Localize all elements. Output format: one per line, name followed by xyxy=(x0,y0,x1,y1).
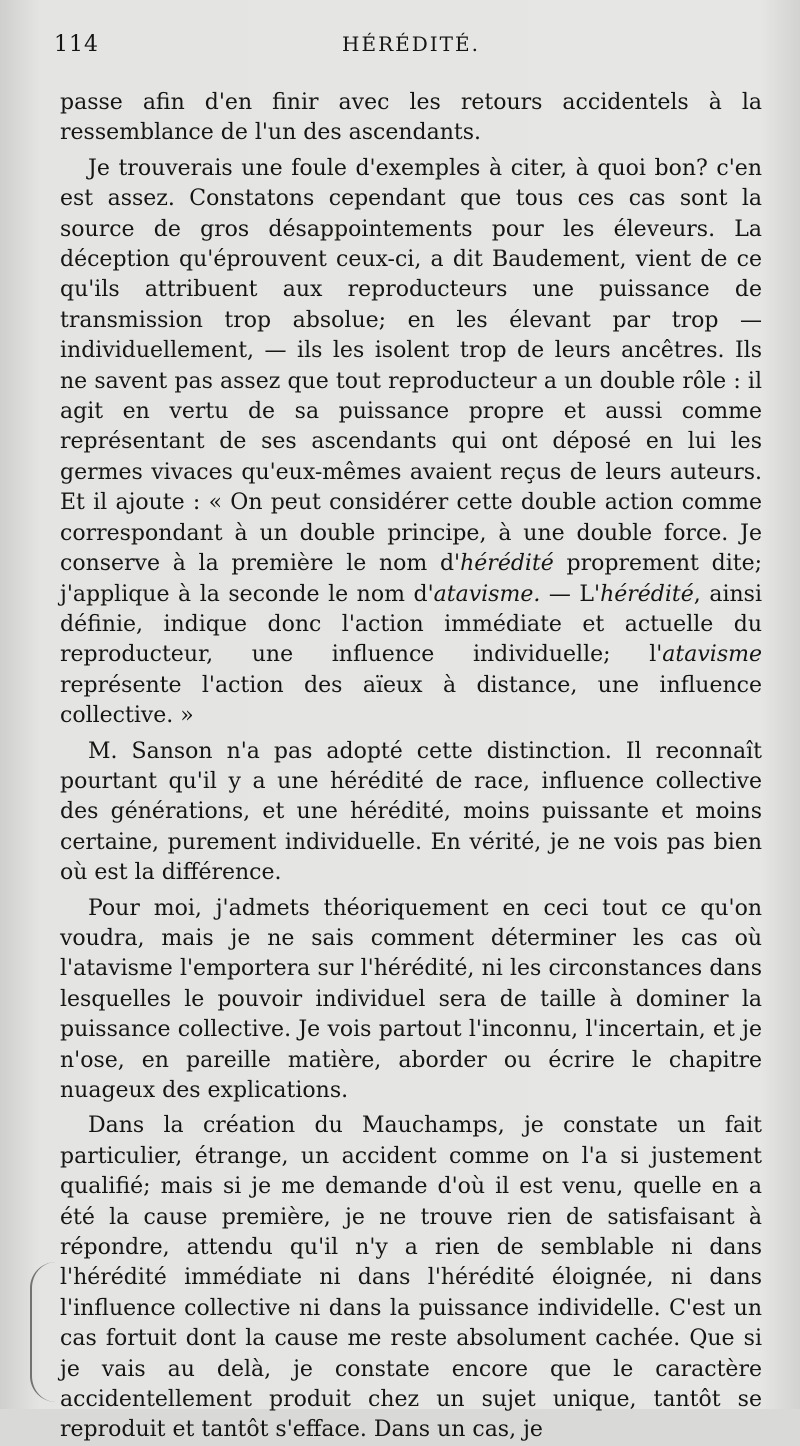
paragraph-5: Dans la création du Mauchamps, je constate un fait particulier, étrange, un accident comme on l'a si justement qualifié; mais si je me demande d'où il est venu, quelle en a été la cause première, je ne trouve rien de satisfaisant à répondre, attendu qu'il n'y a rien de semblable ni dans l'hérédité immédiate ni dans l'hérédité éloignée, ni dans l'influence collective ni dans la puissance individelle. C'est un cas fortuit dont la cause me reste absolument cachée. Que si je vais au delà, je constate encore que le caractère accidentellement produit chez un sujet unique, tantôt se reproduit et tantôt s'efface. Dans un cas, je xyxy=(60,1113,762,1443)
paragraph-1: passe afin d'en finir avec les retours accidentels à la ressemblance de l'un des ascendants. xyxy=(60,90,762,146)
body-text xyxy=(60,88,762,1446)
paragraph-4: Pour moi, j'admets théoriquement en ceci tout ce qu'on voudra, mais je ne sais comment déterminer les cas où l'atavisme l'emportera sur l'hérédité, ni les circonstances dans lesquelles le pouvoir individuel sera de taille à dominer la puissance collective. Je vois partout l'inconnu, l'incertain, et je n'ose, en pareille matière, aborder ou écrire le chapitre nuageux des explications. xyxy=(60,895,762,1103)
page-header xyxy=(54,28,762,68)
margin-bracket-mark xyxy=(30,1262,58,1402)
paragraph-3: M. Sanson n'a pas adopté cette distinction. Il reconnaît pourtant qu'il y a une hérédité de race, influence collective des générations, et une hérédité, moins puissante et moins certaine, purement individuelle. En vérité, je ne vois pas bien où est la différence. xyxy=(60,738,762,886)
page-number: 114 xyxy=(54,32,99,57)
italic-term-heredite: hérédité xyxy=(460,551,554,577)
italic-term-atavisme: atavisme. xyxy=(433,581,541,607)
paragraph-2: Je trouverais une foule d'exemples à citer, à quoi bon? c'en est assez. Constatons cependant que tous ces cas sont la source de gros désappointements pour les éleveurs. La déception qu'éprouvent ceux-ci, a dit Baudement, vient de ce qu'ils attribuent aux reproducteurs une puissance de transmission trop absolue; en les élevant par trop — individuellement, — ils les isolent trop de leurs ancêtres. Ils ne savent pas assez que tout reproducteur a un double rôle : il agit en vertu de sa puissance propre et aussi comme représentant de ses ascendants qui ont déposé en lui les germes vivaces qu'eux-mêmes avaient reçus de leurs auteurs. Et il ajoute : « On peut considérer cette double action comme correspondant à un double principe, à une double force. Je conserve à la première le nom d'hérédité proprement dite; j'applique à la seconde le nom d'atavisme. — L'hérédité, ainsi définie, indique donc l'action immédiate et actuelle du reproducteur, une influence individuelle; l'atavisme représente l'action des aïeux à distance, une influence collective. » xyxy=(60,155,763,729)
italic-term-atavisme-2: atavisme xyxy=(662,642,762,668)
running-title: HÉRÉDITÉ. xyxy=(342,32,480,56)
italic-term-heredite-2: hérédité xyxy=(600,581,694,607)
